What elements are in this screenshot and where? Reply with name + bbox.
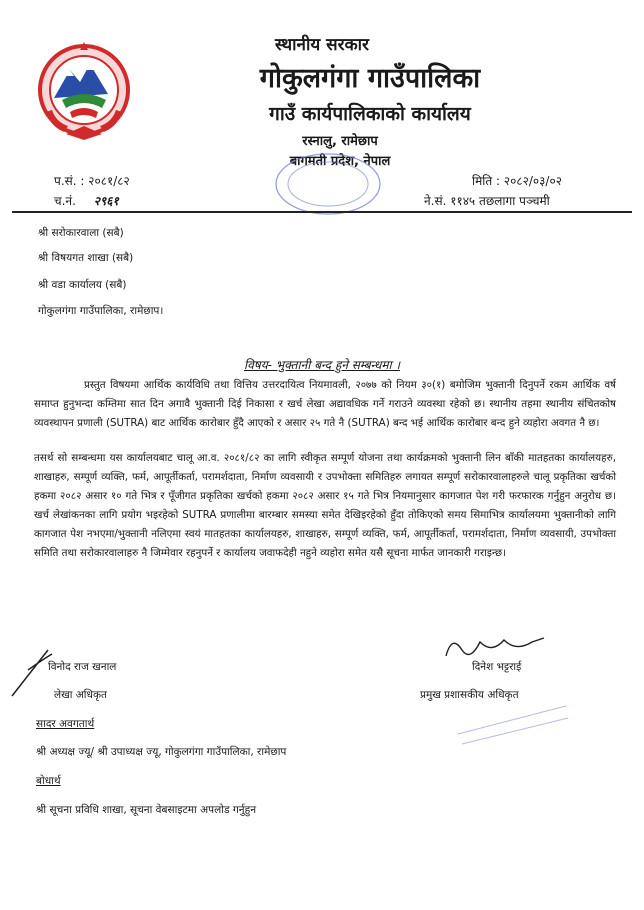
body-paragraph: प्रस्तुत विषयमा आर्थिक कार्यविधि तथा वित्तिय उत्तरदायित्व नियमावली, २०७७ को नियम ३०(१) बमोजिम भुक्तानी दिनुपर्ने रकम आर्थिक वर्ष समाप्त हुनुभन्दा कम्तिमा सात दिन अगावै भुक्तानी दिई निकासा र खर्च लेखा अद्यावधिक गर्ने गराउने व्यवस्था रहेको छ। स्थानीय तहमा स्थानीय संचितकोष व्यवस्थापन प्रणाली (SUTRA) बाट आर्थिक कारोबार हुँदै आएको र असार २५ गते नै (SUTRA) बन्द भई आर्थिक कारोबार बन्द हुने व्यहोरा अवगत नै छ। xyxy=(34,379,616,429)
date: मिति : २०८२/०३/०२ xyxy=(472,174,562,188)
header-local-government: स्थानीय सरकार xyxy=(274,35,369,55)
header-divider xyxy=(12,211,632,213)
left-signatory-name: विनोद राज खनाल xyxy=(48,661,117,673)
right-signatory-title: प्रमुख प्रशासकीय अधिकृत xyxy=(420,689,519,701)
addressee-line: गोकुलगंगा गाउँपालिका, रामेछाप। xyxy=(38,305,164,317)
address-line-1: रस्नालु, रामेछाप xyxy=(302,134,378,149)
addressee-line: श्री विषयगत शाखा (सबै) xyxy=(38,252,134,264)
right-signature-scribble xyxy=(440,628,550,664)
right-signatory-name: दिनेश भट्टराई xyxy=(472,661,522,673)
action-heading: बोधार्थ xyxy=(36,775,61,787)
nepal-emblem-logo xyxy=(36,42,132,142)
info-heading: सादर अवगतार्थ xyxy=(36,718,95,730)
addressee-line: श्री सरोकारवाला (सबै) xyxy=(38,227,124,239)
address-line-2: बागमती प्रदेश, नेपाल xyxy=(289,154,391,169)
header-office-name: गाउँ कार्यपालिकाको कार्यालय xyxy=(269,103,471,125)
subject-line: विषय- भुक्तानी बन्द हुने सम्बन्धमा । xyxy=(243,358,401,372)
info-recipient-line: श्री अध्यक्ष ज्यू/ श्री उपाध्यक्ष ज्यू, गोकुलगंगा गाउँपालिका, रामेछाप xyxy=(36,746,287,758)
dispatch-number: च.नं. २९६१ xyxy=(54,194,119,208)
action-recipient-line: श्री सूचना प्रविधि शाखा, सूचना वेबसाइटमा अपलोड गर्नुहुन xyxy=(36,804,257,816)
header-municipality-name: गोकुलगंगा गाउँपालिका xyxy=(259,63,481,94)
officer-stamp xyxy=(452,688,572,748)
reference-number: प.सं. : २०८१/८२ xyxy=(54,174,130,188)
office-seal-stamp xyxy=(268,150,388,220)
left-signatory-title: लेखा अधिकृत xyxy=(54,689,108,701)
body-paragraph: तसर्थ सो सम्बन्धमा यस कार्यालयबाट चालू आ.व. २०८१/८२ का लागि स्वीकृत सम्पूर्ण योजना तथा कार्यक्रमको भुक्तानी लिन बाँकी मातहतका कार्यालयहरु, शाखाहरु, सम्पूर्ण व्यक्ति, फर्म, आपूर्तीकर्ता, परामर्शदाता, निर्माण व्यवसायी र उपभोक्ता समितिहरु लगायत सम्पूर्ण सरोकारवालाहरुले चालू प्रकृतिका खर्चको हकमा २०८२ असार १० गते भित्र र पूँजीगत प्रकृतिका खर्चको हकमा २०८२ असार १५ गते भित्र नियमानुसार कागजात पेश गरी फरफारक गर्नुहुन अनुरोध छ। खर्च लेखांकनका लागि प्रयोग भइरहेको SUTRA प्रणालीमा बारम्बार समस्या समेत देखिइरहेको हुँदा तोकिएको समय सिमाभित्र कार्यालयमा भुक्तानीको लागि कागजात पेश नभएमा/भुक्तानी नलिएमा स्वयं मातहतका कार्यालयहरु, शाखाहरु, सम्पूर्ण व्यक्ति, फर्म, आपूर्तीकर्ता, परामर्शदाता, निर्माण व्यवसायी, उपभोक्ता समिति तथा सरोकारवालाहरु नै जिम्मेवार रहनुपर्ने र कार्यालय जवाफदेही नहुने व्यहोरा समेत यसै सूचना मार्फत जानकारी गराइन्छ। xyxy=(34,452,616,559)
dispatch-number-value: २९६१ xyxy=(93,194,119,208)
nepal-sambat-date: ने.सं. ११४५ तछलागा पञ्चमी xyxy=(424,194,550,208)
addressee-line: श्री वडा कार्यालय (सबै) xyxy=(38,279,127,291)
